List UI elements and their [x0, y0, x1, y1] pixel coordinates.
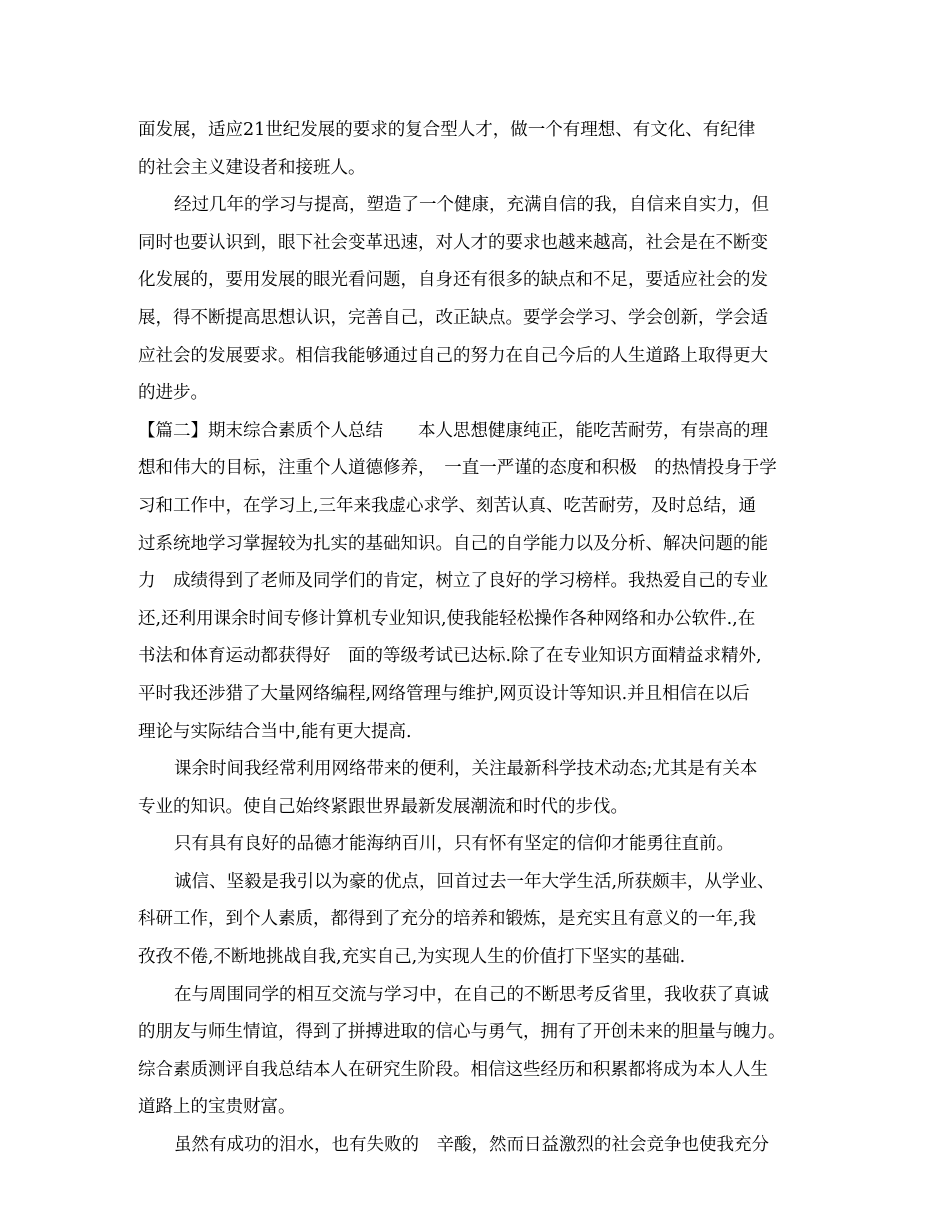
text-line: 力 成绩得到了老师及同学们的肯定，树立了良好的学习榜样。我热爱自己的专业	[138, 571, 768, 592]
text-line: 同时也要认识到，眼下社会变革迅速，对人才的要求也越来越高，社会是在不断变	[138, 232, 768, 253]
text-line: 过系统地学习掌握较为扎实的基础知识。自己的自学能力以及分析、解决问题的能	[138, 533, 768, 554]
text-line: 应社会的发展要求。相信我能够通过自己的努力在自己今后的人生道路上取得更大	[138, 345, 768, 366]
text-line: 诚信、坚毅是我引以为豪的优点，回首过去一年大学生活,所获颇丰，从学业、	[174, 871, 775, 892]
text-line: 虽然有成功的泪水，也有失败的 辛酸，然而日益激烈的社会竞争也使我充分	[174, 1135, 769, 1156]
text-line: 孜孜不倦,不断地挑战自我,充实自己,为实现人生的价值打下坚实的基础.	[138, 947, 686, 968]
text-line: 的社会主义建设者和接班人。	[138, 157, 366, 178]
text-line: 道路上的宝贵财富。	[138, 1097, 296, 1118]
text-line: 化发展的，要用发展的眼光看问题，自身还有很多的缺点和不足，要适应社会的发	[138, 270, 768, 291]
text-line: 的朋友与师生情谊，得到了拼搏进取的信心与勇气，拥有了开创未来的胆量与魄力。	[138, 1022, 786, 1043]
document-page	[138, 112, 828, 1165]
text-line: 专业的知识。使自己始终紧跟世界最新发展潮流和时代的步伐。	[138, 796, 628, 817]
text-line: 展，得不断提高思想认识，完善自己，改正缺点。要学会学习、学会创新，学会适	[138, 307, 768, 328]
text-line: 科研工作，到个人素质，都得到了充分的培养和锻炼，是充实且有意义的一年,我	[138, 909, 757, 930]
text-line: 书法和体育运动都获得好 面的等级考试已达标.除了在专业知识方面精益求精外,	[138, 646, 762, 667]
text-line: 在与周围同学的相互交流与学习中，在自己的不断思考反省里，我收获了真诚	[174, 984, 769, 1005]
text-line: 想和伟大的目标，注重个人道德修养， 一直一严谨的态度和积极 的热情投身于学	[138, 458, 777, 479]
text-line: 课余时间我经常利用网络带来的便利，关注最新科学技术动态;尤其是有关本	[174, 759, 758, 780]
text-line: 习和工作中，在学习上,三年来我虚心求学、刻苦认真、吃苦耐劳，及时总结，通	[138, 495, 757, 516]
text-line: 理论与实际结合当中,能有更大提高.	[138, 721, 412, 742]
text-line: 的进步。	[138, 383, 208, 404]
text-line: 经过几年的学习与提高，塑造了一个健康，充满自信的我，自信来自实力，但	[174, 195, 769, 216]
text-line: 只有具有良好的品德才能海纳百川，只有怀有坚定的信仰才能勇往直前。	[174, 834, 734, 855]
text-line: 平时我还涉猎了大量网络编程,网络管理与维护,网页设计等知识.并且相信在以后	[138, 683, 750, 704]
text-line: 【篇二】期末综合素质个人总结 本人思想健康纯正，能吃苦耐劳，有崇高的理	[138, 420, 768, 441]
text-line: 综合素质测评自我总结本人在研究生阶段。相信这些经历和积累都将成为本人人生	[138, 1059, 768, 1080]
text-line: 面发展，适应21世纪发展的要求的复合型人才，做一个有理想、有文化、有纪律	[138, 120, 756, 140]
text-line: 还,还利用课余时间专修计算机专业知识,使我能轻松操作各种网络和办公软件.,在	[138, 608, 756, 629]
